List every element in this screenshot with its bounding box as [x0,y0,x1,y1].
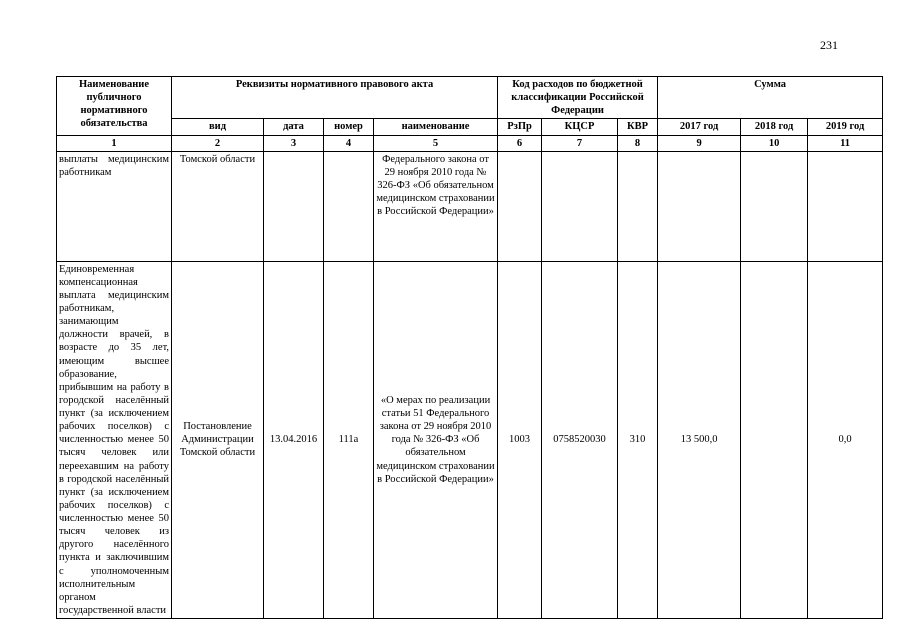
act-date: 13.04.2016 [264,261,324,618]
sum-2018 [741,151,808,261]
code-kcsr: 0758520030 [542,261,618,618]
header-2017: 2017 год [658,119,741,135]
header-sum: Сумма [658,77,883,119]
header-row-main [57,77,883,119]
code-rzpr: 1003 [498,261,542,618]
header-kvr: КВР [618,119,658,135]
budget-obligations-table [56,76,883,619]
header-vid: вид [172,119,264,135]
column-number-row [57,135,883,151]
column-number: 10 [741,135,808,151]
page-number: 231 [820,38,838,52]
sum-2017 [658,151,741,261]
column-number: 1 [57,135,172,151]
act-title: «О мерах по реализации статьи 51 Федерального закона от 29 ноября 2010 года № 326-ФЗ «Об обязательном медицинском страховании в Российской Федерации» [374,261,498,618]
header-data: дата [264,119,324,135]
obligation-name: Единовременная компенсационная выплата медицинским работникам, занимающим должности врачей, в возрасте до 35 лет, имеющим высшее образование, прибывшим на работу в городской населённый пункт (за исключением рабочих поселков) с численностью менее 50 тысяч человек или переехавшим на работу в городской населённый пункт (за исключением рабочих поселков) с численностью менее 50 тысяч человек из другого населённого пункта и заключившим с уполномоченным исполнительным органом государственной власти [57,261,172,618]
column-number: 5 [374,135,498,151]
code-kvr: 310 [618,261,658,618]
code-kcsr [542,151,618,261]
column-number: 6 [498,135,542,151]
act-title: Федерального закона от 29 ноября 2010 года № 326-ФЗ «Об обязательном медицинском страховании в Российской Федерации» [374,151,498,261]
column-number: 3 [264,135,324,151]
act-number [324,151,374,261]
header-nomer: номер [324,119,374,135]
header-obligation-name: Наименование публичного нормативного обязательства [57,77,172,136]
act-date [264,151,324,261]
sum-2019 [808,151,883,261]
header-requisites: Реквизиты нормативного правового акта [172,77,498,119]
column-number: 11 [808,135,883,151]
column-number: 4 [324,135,374,151]
column-number: 9 [658,135,741,151]
column-number: 7 [542,135,618,151]
table-row [57,261,883,618]
column-number: 2 [172,135,264,151]
act-number: 111а [324,261,374,618]
header-budget-code: Код расходов по бюджетной классификации Российской Федерации [498,77,658,119]
header-2018: 2018 год [741,119,808,135]
act-type: Томской области [172,151,264,261]
header-kcsr: КЦСР [542,119,618,135]
sum-2019: 0,0 [808,261,883,618]
act-type: Постановление Администрации Томской области [172,261,264,618]
table-row [57,151,883,261]
header-2019: 2019 год [808,119,883,135]
column-number: 8 [618,135,658,151]
header-naimenovanie: наименование [374,119,498,135]
code-rzpr [498,151,542,261]
sum-2017: 13 500,0 [658,261,741,618]
header-row-sub [57,119,883,135]
header-rzpr: РзПр [498,119,542,135]
code-kvr [618,151,658,261]
sum-2018 [741,261,808,618]
obligation-name: выплаты медицинским работникам [57,151,172,261]
